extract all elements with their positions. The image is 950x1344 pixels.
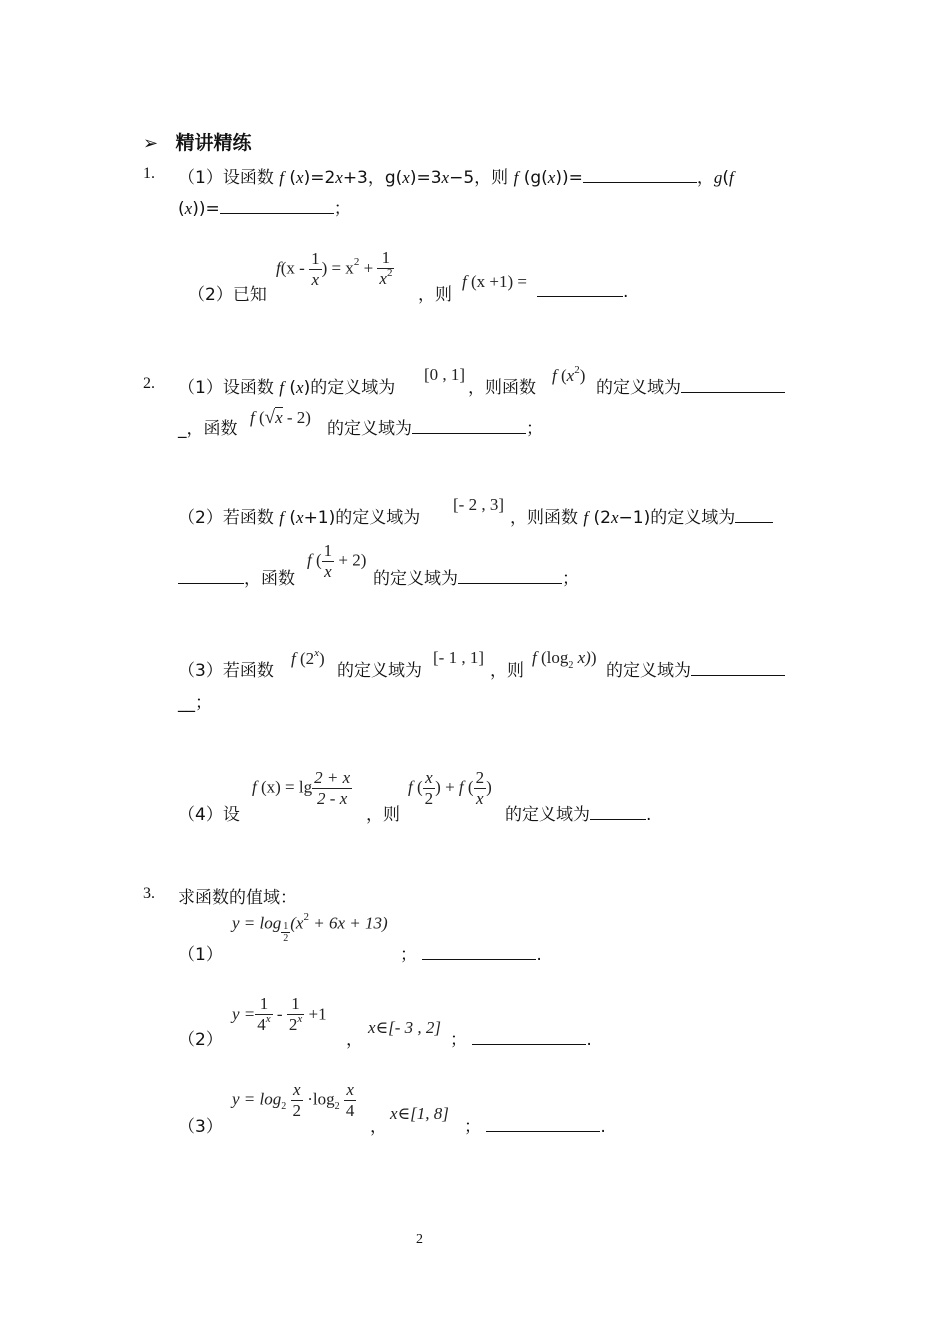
q1-part1-line1: （1）设函数 f (x)=2x+3，g(x)=3x−5，则 f (g(x))= ，g(f — [178, 168, 734, 188]
domain-m2-3: [- 2 , 3] — [453, 495, 504, 514]
q3-sub3-formula: $y = \log_2$ $\frac{x}{2}$ $\cdot\log_2$ $\frac{x}{4}$ — [232, 1080, 355, 1120]
f-x-squared: f $(x^2)$ — [552, 364, 586, 385]
f-sqrt-x-minus-2: f (√x - 2) — [250, 407, 311, 428]
f-log2-x: f ($\log_2$ x)) — [532, 648, 597, 671]
q3-sub3-comma: ， — [370, 1117, 387, 1137]
q2-part3-label: （3）若函数 — [178, 661, 274, 681]
q2-part1-line2b: 的定义域为 ； — [327, 419, 543, 439]
q2-part2-line2b: 的定义域为 ； — [373, 569, 579, 589]
domain-m1-1: [- 1 , 1] — [433, 648, 484, 667]
q3-sub1-answer: ； . — [400, 945, 542, 965]
q3-sub1-formula: y = log $\frac{1}{2}$ $(x^2 + 6x + 13)$ — [232, 911, 388, 944]
page-number: 2 — [416, 1232, 423, 1247]
answer-blank[interactable] — [472, 1028, 586, 1045]
answer-blank[interactable] — [537, 280, 623, 297]
f-2-pow-x: f (2$^x$) — [291, 647, 325, 668]
answer-blank[interactable] — [735, 506, 773, 523]
q2-part3-then: ，则 — [490, 661, 524, 681]
q2-part1-line1: （1）设函数 f (x)的定义域为 — [178, 378, 396, 398]
arrow-bullet-icon: ➢ — [143, 133, 159, 154]
q2-part3-domain: 的定义域为 — [606, 656, 785, 681]
question-number-2: 2. — [143, 375, 155, 392]
answer-blank[interactable] — [691, 659, 785, 676]
answer-blank[interactable] — [178, 567, 244, 584]
q2-part3-domain-label: 的定义域为 — [337, 661, 422, 681]
q3-sub2-comma: ， — [346, 1030, 363, 1050]
q3-intro: 求函数的值域： — [178, 888, 297, 908]
q3-sub2-domain: x∈[- 3 , 2] — [368, 1018, 442, 1037]
q2-part1-domain: 的定义域为 — [596, 373, 785, 398]
answer-blank[interactable] — [486, 1115, 600, 1132]
section-title: 精讲精练 — [175, 132, 252, 154]
q2-part4-domain: 的定义域为 . — [505, 805, 652, 825]
f-one-over-x-plus-2: f ( $\frac{1}{x}$ + 2) — [307, 541, 367, 581]
q2-part2-line1b: ，则函数 f (2x−1)的定义域为 — [510, 503, 773, 528]
q1-given-formula: f(x - $\frac{1}{x}$ ) = $x^2$ + $\frac{1}{x^2}$ — [276, 248, 393, 289]
f-half-sum: f ( $\frac{x}{2}$ ) + f ( $\frac{2}{x}$ ) — [408, 768, 492, 808]
q3-sub2-formula: y = $\frac{1}{4^x}$ - $\frac{1}{2^x}$ +1 — [232, 994, 327, 1034]
q2-part2-line1: （2）若函数 f (x+1)的定义域为 — [178, 508, 421, 528]
q3-sub2-label: （2） — [178, 1030, 223, 1050]
f-lg-formula: f (x) = lg $\frac{2 + x}{2 - x}$ — [252, 768, 351, 808]
q2-part1-line2a: _，函数 — [178, 419, 238, 439]
q2-part2-line2a: ，函数 — [178, 564, 295, 589]
answer-blank[interactable] — [220, 197, 334, 214]
q1-part2-then: ，则 — [418, 285, 452, 305]
q3-sub2-answer: ； . — [450, 1030, 592, 1050]
q3-sub3-answer: ； . — [464, 1117, 606, 1137]
q1-part2-blank: . — [537, 280, 628, 302]
q2-part4-label: （4）设 — [178, 805, 240, 825]
q1-target-formula: f (x +1) = — [462, 272, 527, 291]
domain-0-1: [0 , 1] — [424, 365, 466, 384]
answer-blank[interactable] — [583, 166, 697, 183]
question-number-1: 1. — [143, 165, 155, 182]
q3-sub3-label: （3） — [178, 1117, 223, 1137]
q3-sub1-label: （1） — [178, 945, 223, 965]
q2-part3-line2: __； — [178, 693, 212, 713]
question-number-3: 3. — [143, 885, 155, 902]
q2-part4-then: ，则 — [366, 805, 400, 825]
q3-sub3-domain: x∈[1, 8] — [390, 1104, 449, 1123]
q2-part1-then: ，则函数 — [468, 378, 536, 398]
section-heading — [143, 128, 252, 155]
q1-part2-label: （2）已知 — [188, 285, 267, 305]
answer-blank[interactable] — [681, 376, 785, 393]
q1-part1-line2: (x))= ； — [178, 199, 351, 219]
answer-blank[interactable] — [458, 567, 562, 584]
answer-blank[interactable] — [590, 803, 646, 820]
answer-blank[interactable] — [412, 417, 526, 434]
answer-blank[interactable] — [422, 943, 536, 960]
